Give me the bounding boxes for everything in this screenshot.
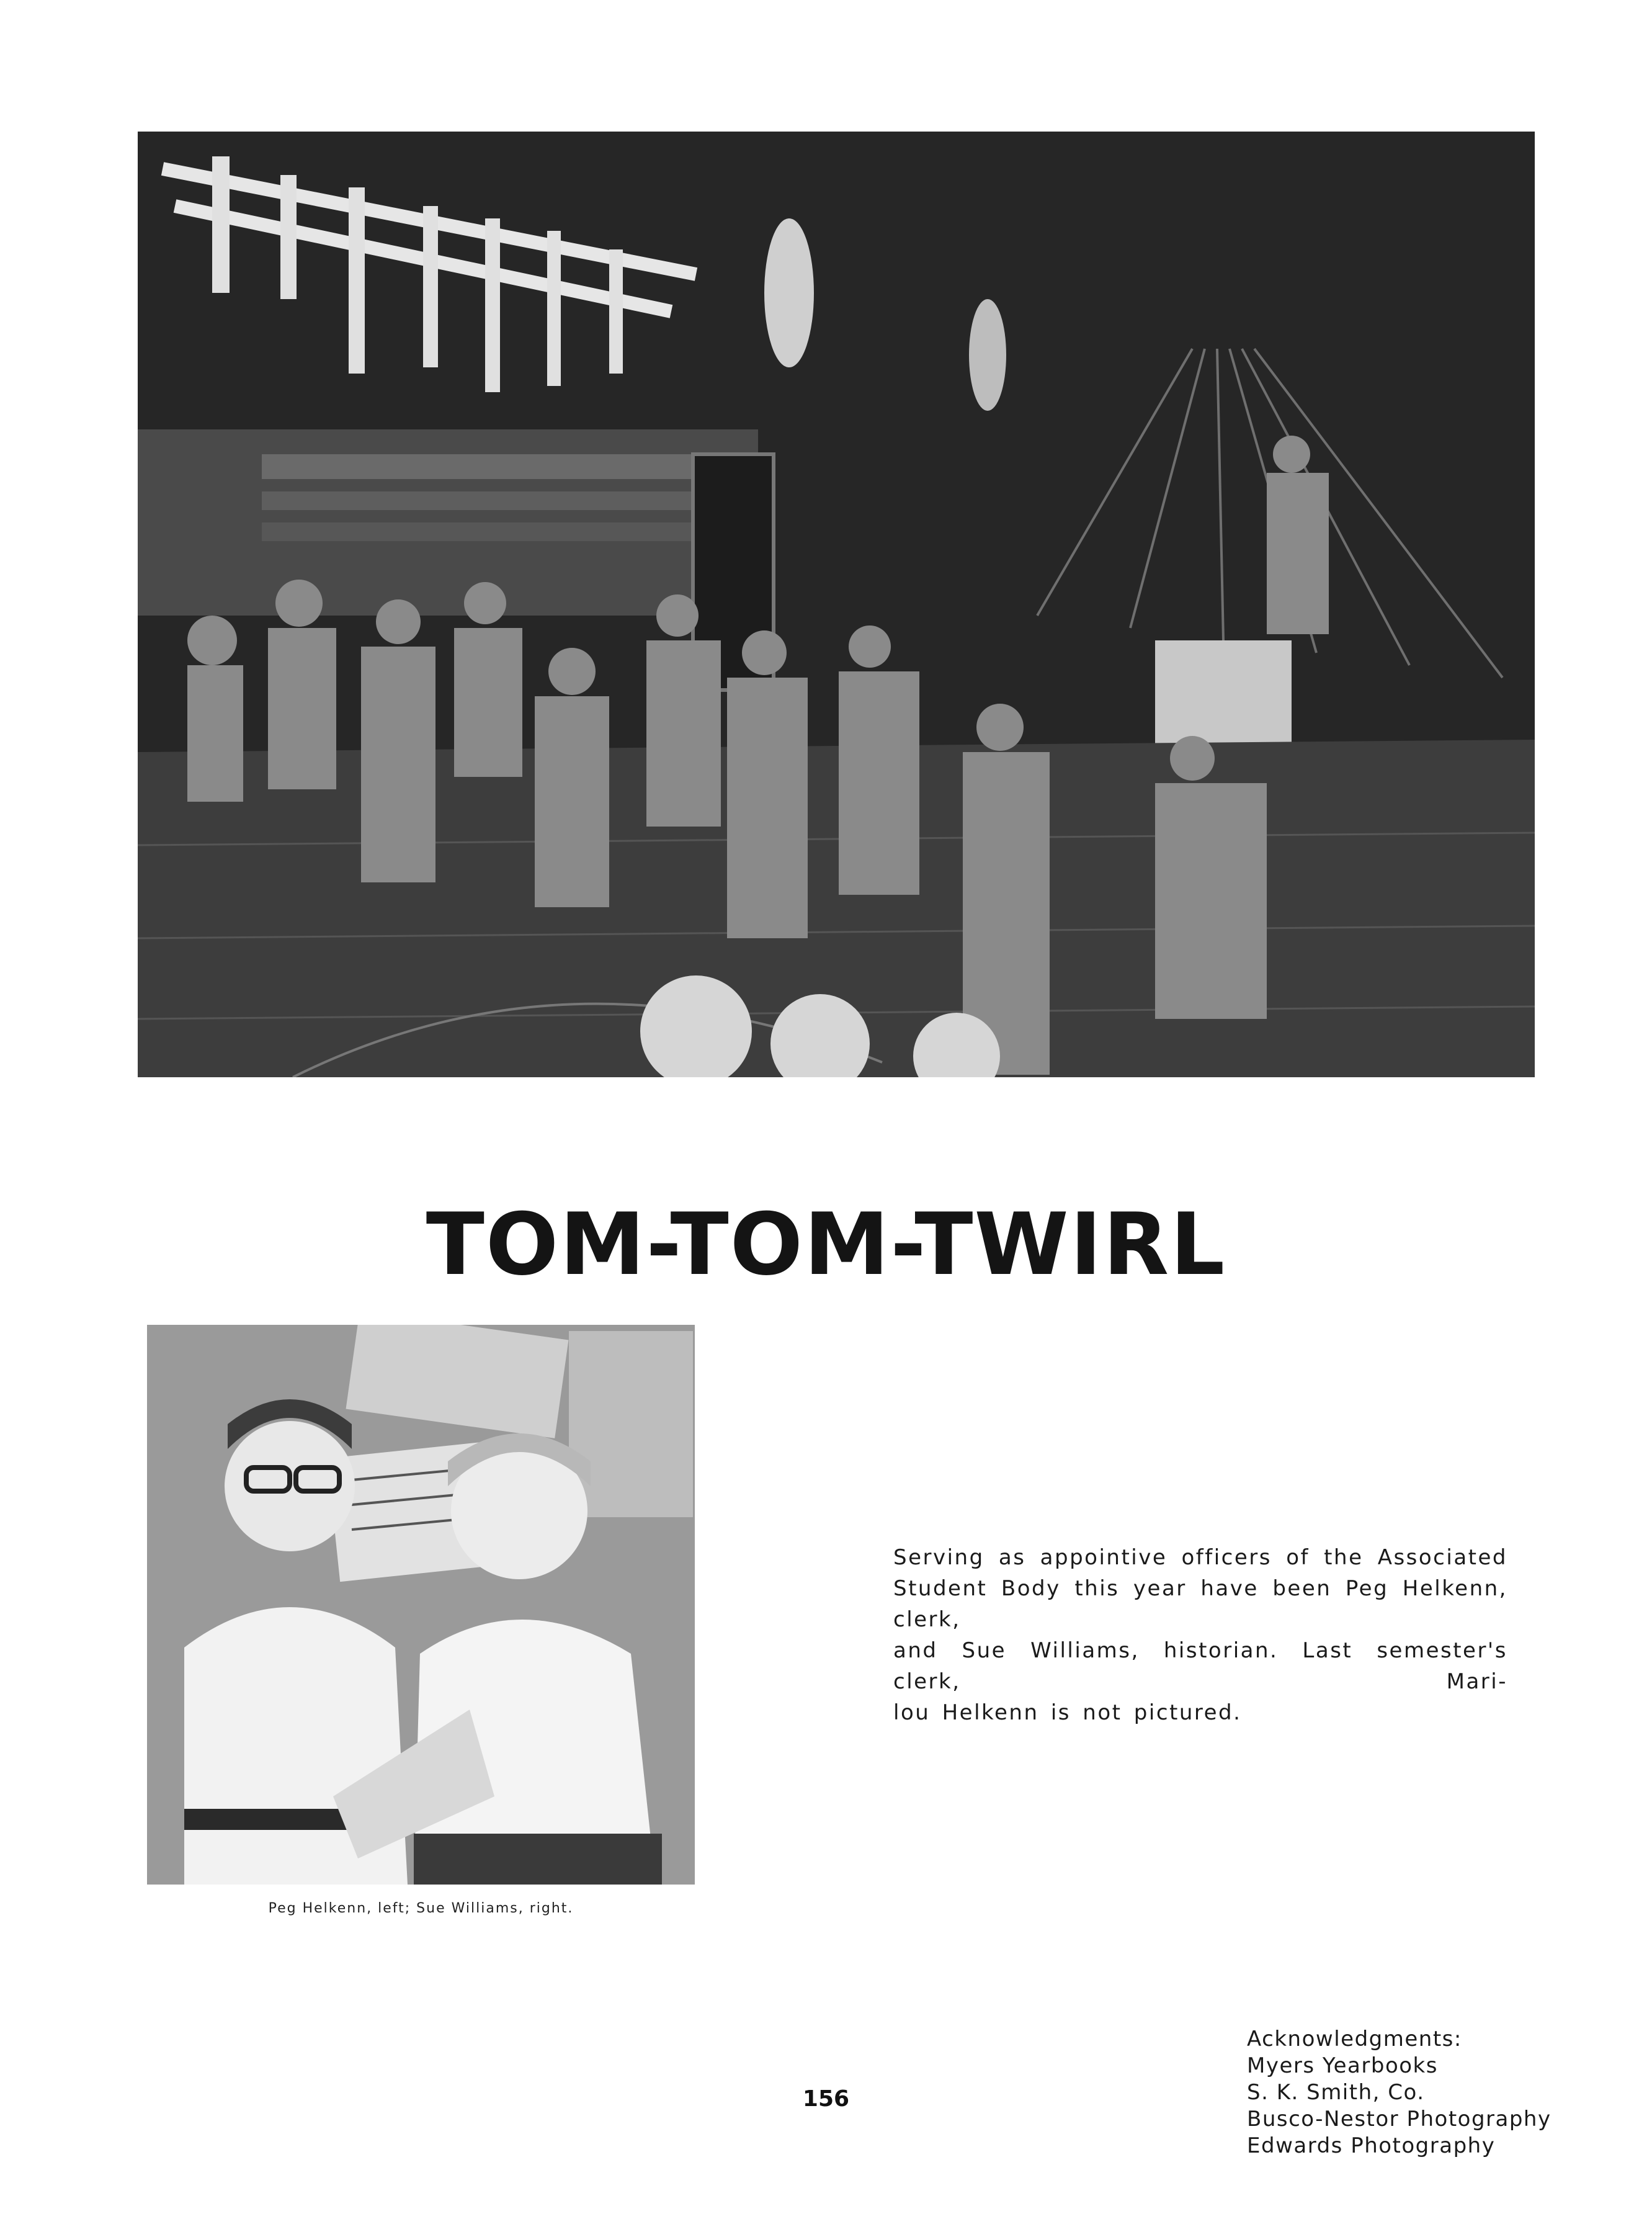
dance-photo <box>138 132 1535 1077</box>
dance-photo-image <box>138 132 1535 1077</box>
officers-paragraph <box>893 1542 1507 1728</box>
acknowledgment-item: Edwards Photography <box>1247 2133 1496 2158</box>
acknowledgments-heading: Acknowledgments: <box>1247 2027 1462 2051</box>
paragraph-line: Serving as appointive officers of the Associated <box>893 1545 1507 1570</box>
paragraph-line: lou Helkenn is not pictured. <box>893 1700 1242 1725</box>
paragraph-line: and Sue Williams, historian. Last semester's clerk, Mari- <box>893 1638 1507 1694</box>
acknowledgment-item: S. K. Smith, Co. <box>1247 2080 1425 2105</box>
photo-caption: Peg Helkenn, left; Sue Williams, right. <box>268 1901 574 1916</box>
officers-photo <box>147 1325 695 1885</box>
acknowledgment-item: Busco-Nestor Photography <box>1247 2107 1552 2132</box>
paragraph-line: Student Body this year have been Peg Helkenn, clerk, <box>893 1576 1507 1632</box>
officers-photo-image <box>147 1325 695 1885</box>
page-title: TOM-TOM-TWIRL <box>426 1195 1226 1295</box>
page-number: 156 <box>802 2086 850 2112</box>
acknowledgment-item: Myers Yearbooks <box>1247 2053 1438 2078</box>
